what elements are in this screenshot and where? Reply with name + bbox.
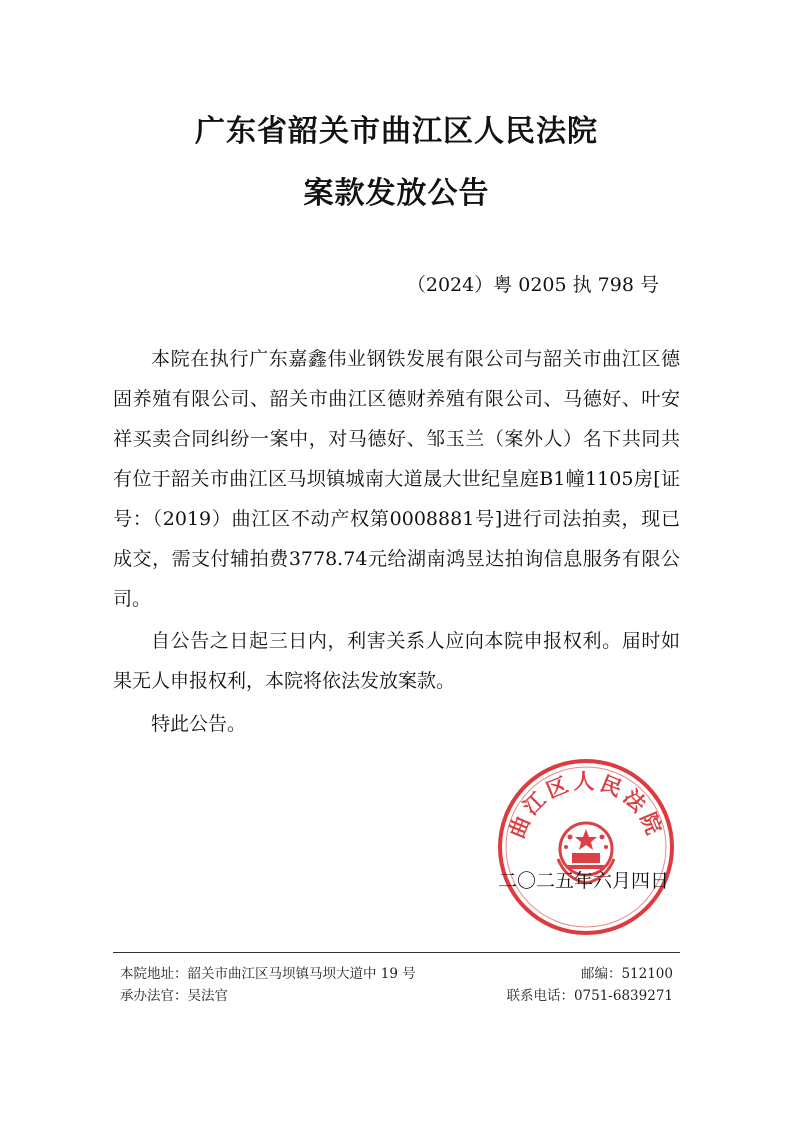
signature-date: 二〇二五年六月四日 [498, 870, 670, 892]
notice-title: 案款发放公告 [303, 176, 490, 211]
court-name-title: 广东省韶关市曲江区人民法院 [195, 114, 598, 149]
footer-divider [113, 952, 680, 953]
court-seal-icon [496, 757, 676, 937]
seal-text: 曲江区人民法院 [503, 768, 669, 842]
footer-row-2 [120, 984, 673, 1004]
court-address: 本院地址：韶关市曲江区马坝镇马坝大道中 19 号 [120, 966, 416, 982]
presiding-judge: 承办法官：吴法官 [120, 988, 228, 1004]
body-paragraph-1: 本院在执行广东嘉鑫伟业钢铁发展有限公司与韶关市曲江区德固养殖有限公司、韶关市曲江区德财养殖有限公司、马德好、叶安祥买卖合同纠纷一案中，对马德好、邹玉兰（案外人）名下共同共有位于韶关市曲江区马坝镇城南大道晟大世纪皇庭B1幢1105房[证号：（2019）曲江区不动产权第0008881号]进行司法拍卖，现已成交，需支付辅拍费3778.74元给湖南鸿昱达拍询信息服务有限公司。 [113, 348, 680, 610]
postcode: 邮编：512100 [580, 966, 673, 982]
body-paragraph-3: 特此公告。 [151, 713, 247, 735]
footer-row-1 [120, 962, 673, 982]
body-paragraph-2: 自公告之日起三日内，利害关系人应向本院申报权利。届时如果无人申报权利，本院将依法发放案款。 [113, 630, 680, 692]
contact-phone: 联系电话：0751-6839271 [506, 988, 673, 1004]
case-number: （2024）粤 0205 执 798 号 [406, 274, 659, 296]
